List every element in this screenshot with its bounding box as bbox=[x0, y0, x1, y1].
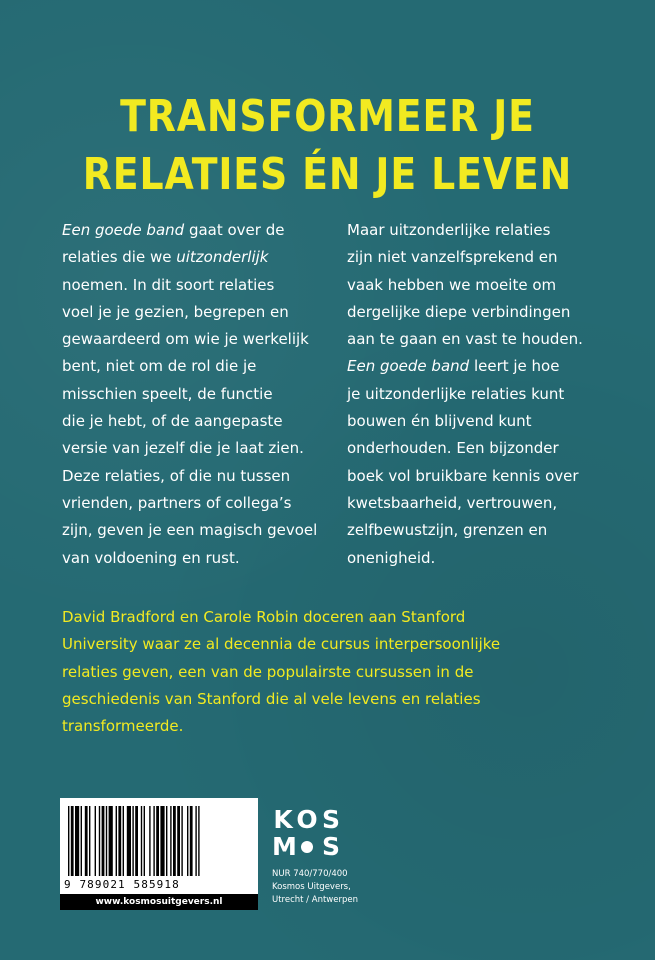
blurb-line: onderhouden. Een bijzonder bbox=[347, 439, 559, 458]
barcode-bar bbox=[127, 806, 131, 876]
headline-line-2: RELATIES ÉN JE LEVEN bbox=[82, 149, 573, 200]
barcode-panel bbox=[60, 798, 258, 910]
blurb-line: bouwen én blijvend kunt bbox=[347, 412, 532, 431]
barcode-bar bbox=[149, 806, 150, 876]
isbn-number: 9 789021 585918 bbox=[64, 878, 180, 891]
barcode-bar bbox=[99, 806, 100, 876]
blurb-line: gewaardeerd om wie je werkelijk bbox=[62, 330, 309, 349]
book-title-italic: Een goede band bbox=[62, 221, 185, 239]
blurb-line: zelfbewustzijn, grenzen en bbox=[347, 521, 548, 540]
barcode-bar bbox=[123, 806, 124, 876]
barcode-bar bbox=[153, 806, 154, 876]
blurb-line: zijn niet vanzelfsprekend en bbox=[347, 248, 558, 267]
barcode-bar bbox=[195, 806, 196, 876]
blurb-line: versie van jezelf die je laat zien. bbox=[62, 439, 304, 458]
logo-letter: S bbox=[321, 832, 340, 861]
barcode-bar bbox=[116, 806, 117, 876]
barcode-bar bbox=[166, 806, 167, 876]
blurb-line: misschien speelt, de functie bbox=[62, 384, 273, 403]
author-bio-line: relaties geven, een van de populairste cursussen in de bbox=[62, 662, 474, 681]
logo-letter: M bbox=[272, 832, 297, 861]
barcode-bar bbox=[95, 806, 96, 876]
author-bio-line: transformeerde. bbox=[62, 717, 184, 736]
blurb-line: vrienden, partners of collega’s bbox=[62, 493, 292, 512]
barcode-bar bbox=[141, 806, 142, 876]
publisher-info bbox=[272, 868, 358, 907]
barcode-bar bbox=[187, 806, 188, 876]
blurb-line: onenigheid. bbox=[347, 548, 436, 567]
blurb-line: vaak hebben we moeite om bbox=[347, 275, 557, 294]
barcode-bar bbox=[190, 806, 193, 876]
blurb-line: je uitzonderlijke relaties kunt bbox=[347, 384, 565, 403]
blurb-left-column bbox=[62, 217, 317, 572]
barcode-bar bbox=[160, 806, 164, 876]
blurb-line: zijn, geven je een magisch gevoel bbox=[62, 521, 318, 540]
barcode-bar bbox=[71, 806, 74, 876]
barcode-bar bbox=[198, 806, 199, 876]
blurb-line: aan te gaan en vast te houden. bbox=[347, 330, 583, 349]
logo-dot-icon bbox=[301, 841, 313, 853]
logo-letter: K bbox=[273, 805, 293, 834]
author-bio-line: David Bradford en Carole Robin doceren aan Stanford bbox=[62, 608, 466, 626]
blurb-line: Maar uitzonderlijke relaties bbox=[347, 221, 551, 239]
logo-letter: O bbox=[296, 805, 318, 834]
author-bio-line: University waar ze al decennia de cursus interpersoonlijke bbox=[62, 635, 501, 654]
barcode-bar bbox=[173, 806, 176, 876]
publisher-city: Utrecht / Antwerpen bbox=[272, 895, 358, 905]
blurb-line: noemen. In dit soort relaties bbox=[62, 275, 275, 294]
blurb-line: relaties die we uitzonderlijk bbox=[62, 248, 269, 267]
emphasis-italic: uitzonderlijk bbox=[176, 248, 269, 267]
blurb-line: dergelijke diepe verbindingen bbox=[347, 302, 571, 321]
nur-code: NUR 740/770/400 bbox=[272, 869, 348, 879]
barcode-bar bbox=[118, 806, 121, 876]
book-title-italic: Een goede band bbox=[347, 357, 470, 376]
barcode-bar bbox=[170, 806, 171, 876]
barcode-bars bbox=[68, 806, 250, 878]
blurb-line: kwetsbaarheid, vertrouwen, bbox=[347, 493, 558, 512]
barcode-bar bbox=[68, 806, 69, 876]
blurb-line: voel je je gezien, begrepen en bbox=[62, 302, 289, 321]
author-bio-line: geschiedenis van Stanford die al vele levens en relaties bbox=[62, 689, 481, 708]
blurb-line: Een goede band gaat over de bbox=[62, 221, 285, 239]
barcode-bar bbox=[81, 806, 82, 876]
author-bio bbox=[62, 604, 500, 740]
blurb-line: Deze relaties, of die nu tussen bbox=[62, 466, 291, 485]
barcode-bar bbox=[106, 806, 107, 876]
barcode-bar bbox=[109, 806, 113, 876]
logo-letter: S bbox=[321, 805, 340, 834]
headline-line-1: TRANSFORMEER JE bbox=[120, 91, 535, 142]
blurb-line: van voldoening en rust. bbox=[62, 548, 240, 567]
barcode-bar bbox=[135, 806, 138, 876]
blurb-line: die je hebt, of de aangepaste bbox=[62, 412, 283, 431]
headline bbox=[46, 88, 609, 204]
barcode-bar bbox=[85, 806, 88, 876]
blurb-right-column bbox=[347, 217, 583, 572]
barcode-bar bbox=[89, 806, 90, 876]
logo-top-row bbox=[272, 806, 342, 833]
publisher-url: www.kosmosuitgevers.nl bbox=[60, 894, 258, 910]
barcode-bar bbox=[156, 806, 159, 876]
barcode-bar bbox=[75, 806, 79, 876]
barcode-bar bbox=[177, 806, 180, 876]
blurb-line: bent, niet om de rol die je bbox=[62, 357, 257, 376]
barcode-bar bbox=[132, 806, 133, 876]
barcode-bar bbox=[102, 806, 105, 876]
logo-bottom-row bbox=[272, 833, 342, 860]
kosmos-logo bbox=[272, 806, 342, 860]
blurb-line: boek vol bruikbare kennis over bbox=[347, 466, 579, 485]
publisher-name: Kosmos Uitgevers, bbox=[272, 882, 351, 892]
blurb-line: Een goede band leert je hoe bbox=[347, 357, 560, 376]
barcode-bar bbox=[144, 806, 145, 876]
barcode-bar bbox=[181, 806, 182, 876]
